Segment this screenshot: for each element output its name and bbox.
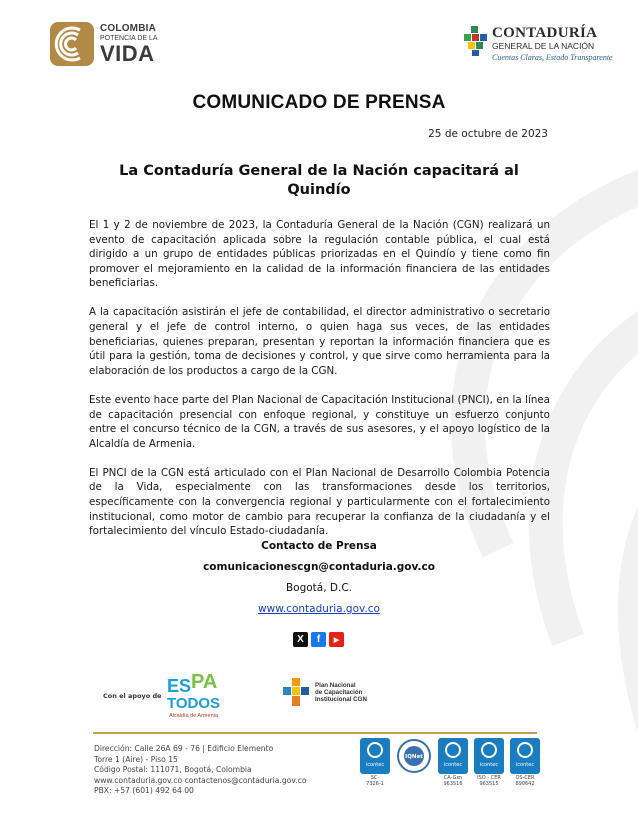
cert-caption: SC- 7326-1	[366, 775, 384, 787]
colombia-logo-line3: VIDA	[100, 40, 155, 66]
social-links	[293, 632, 344, 647]
cgn-logo-name: CONTADURÍA	[492, 25, 598, 41]
headline: La Contaduría General de la Nación capacitará al Quindío	[119, 163, 519, 198]
contaduria-logo	[462, 26, 613, 62]
paragraph: El 1 y 2 de noviembre de 2023, la Contaduría General de la Nación (CGN) realizará un evento de capacitación aplicada sobre la regulación contable pública, el cual está dirigido a un grupo de entidades públicas priorizadas en el Quindío y tiene como fin promover el mejoramiento en la calidad de la información financiera de las entidades beneficiarias.	[89, 219, 550, 290]
cert-badge	[396, 738, 432, 774]
icontec-icon	[510, 738, 540, 774]
pnci-emblem-icon	[280, 676, 312, 708]
colombia-swirl-icon	[50, 22, 94, 66]
address-line: www.contaduria.gov.co contactenos@contaduria.gov.co	[94, 775, 307, 785]
icontec-icon	[360, 738, 390, 774]
icontec-icon	[438, 738, 468, 774]
cert-name: icontec	[479, 762, 499, 768]
footer-address	[94, 744, 306, 797]
pnci-logo	[280, 676, 367, 708]
cert-name: icontec	[515, 762, 535, 768]
cert-caption: ISO - CER 963515	[477, 775, 501, 787]
cgn-logo-subtitle: GENERAL DE LA NACIÓN	[492, 41, 595, 51]
espa-logo-sub: Alcaldía de Armenia	[169, 713, 218, 719]
page-title: COMUNICADO DE PRENSA	[192, 92, 446, 113]
cgn-logo-tagline: Cuentas Claras, Estado Transparente	[492, 52, 613, 62]
body-text	[89, 218, 550, 553]
cert-name: IQNet	[405, 754, 423, 760]
cert-badge	[510, 738, 540, 787]
footer-divider	[93, 732, 537, 734]
address-line: Código Postal: 111071, Bogotá, Colombia	[94, 765, 252, 775]
facebook-icon[interactable]: f	[311, 632, 326, 647]
colombia-logo-line1: COLOMBIA	[100, 22, 157, 34]
address-line: Dirección: Calle 26A 69 - 76 | Edificio Elemento	[94, 744, 274, 753]
contact-email[interactable]: comunicacionescgn@contaduria.gov.co	[203, 561, 435, 573]
x-twitter-icon[interactable]: X	[293, 632, 308, 647]
support-label: Con el apoyo de	[103, 692, 162, 700]
espa-logo-pa: PA	[191, 672, 218, 693]
espa-todos-logo	[165, 672, 235, 720]
paragraph: A la capacitación asistirán el jefe de contabilidad, el director administrativo o secretario general y el jefe de control interno, o quien haga sus veces, de las entidades beneficiarias, quienes preparan, presentan y reportan la información financiera que es útil para la gestión, toma de decisiones y control, y que sirve como herramienta para la elaboración de los productos a cargo de la CGN.	[89, 306, 550, 377]
cert-name: icontec	[365, 762, 385, 768]
pnci-line1: Plan Nacional	[315, 681, 356, 689]
paragraph: El PNCI de la CGN está articulado con el Plan Nacional de Desarrollo Colombia Potencia de la Vida, especialmente con las transformaciones desde los territorios, específicamente con la convergencia regional y particularmente con el fortalecimiento institucional, como motor de cambio para recuperar la confianza de la ciudadanía y el fortalecimiento del vínculo Estado-ciudadanía.	[89, 466, 550, 538]
cert-caption: CA-Gsn 963516	[443, 775, 463, 787]
paragraph: Este evento hace parte del Plan Nacional de Capacitación Institucional (PNCI), en la línea de capacitación presencial con enfoque regional, y constituye un esfuerzo conjunto entre el concurso técnico de la CGN, a través de sus asesores, y el apoyo logístico de la Alcaldía de Armenia.	[89, 393, 550, 450]
pnci-line2: de Capacitación	[315, 688, 363, 696]
pnci-line3: Institucional CGN	[315, 695, 367, 703]
cert-badge	[438, 738, 468, 787]
icontec-icon	[474, 738, 504, 774]
certification-badges	[360, 738, 540, 787]
address-line: Torre 1 (Aire) - Piso 15	[94, 754, 178, 764]
espa-logo-es: ES	[167, 676, 192, 696]
website-link[interactable]: www.contaduria.gov.co	[258, 603, 380, 615]
contact-city: Bogotá, D.C.	[285, 582, 353, 594]
cert-caption: OS-CER 890642	[515, 775, 535, 787]
website-link-row	[0, 603, 638, 615]
contact-heading: Contacto de Prensa	[261, 540, 377, 552]
cert-badge	[360, 738, 390, 787]
document-date: 25 de octubre de 2023	[428, 128, 548, 140]
cert-name: icontec	[443, 762, 463, 768]
espa-logo-todos: TODOS	[167, 695, 221, 712]
colombia-potencia-vida-logo	[50, 22, 158, 66]
iqnet-icon	[396, 738, 432, 774]
cgn-emblem-icon	[462, 26, 490, 56]
youtube-icon[interactable]: ▶	[329, 632, 344, 647]
cert-badge	[474, 738, 504, 787]
colombia-logo-line2: POTENCIA DE LA	[100, 34, 158, 42]
address-line: PBX: +57 (601) 492 64 00	[94, 786, 194, 796]
